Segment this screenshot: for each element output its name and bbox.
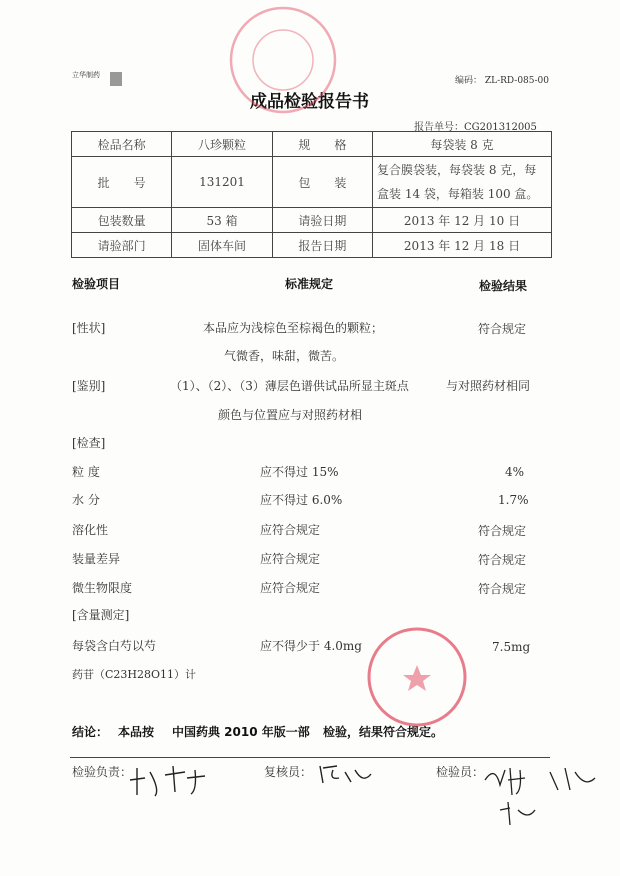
document-code: 编码： ZL-RD-085-00 (455, 76, 550, 86)
item: 溶化性 (72, 523, 109, 537)
std: 应不得少于 4.0mg (260, 639, 362, 653)
company-logo: 立华制药 (72, 71, 100, 79)
cell: 请验日期 (272, 208, 372, 233)
result: 符合规定 (478, 553, 527, 567)
cell: 包装数量 (72, 208, 172, 233)
std: 应符合规定 (260, 552, 321, 566)
result: 4% (505, 465, 525, 479)
cell: 53 箱 (172, 208, 272, 233)
result: 符合规定 (478, 524, 527, 538)
signature-lead (125, 760, 215, 800)
signature-inspector (480, 760, 610, 830)
inspection-seal-stamp (365, 625, 470, 730)
company-seal-stamp (228, 5, 338, 115)
cell: 每袋装 8 克 (373, 132, 552, 157)
conclusion-label: 结论： (72, 725, 109, 739)
std: 本品应为浅棕色至棕褐色的颗粒； (203, 321, 384, 335)
conclusion-text: 本品按 (118, 725, 155, 739)
info-table (71, 131, 552, 258)
std: （1）、（2）、（3）薄层色谱供试品所显主斑点 (170, 379, 409, 393)
cell: 固体车间 (172, 233, 272, 258)
result: 与对照药材相同 (446, 379, 531, 393)
col-standard: 标准规定 (285, 277, 334, 291)
col-item: 检验项目 (72, 277, 121, 291)
conclusion-text: 检验，结果符合规定。 (323, 725, 444, 739)
std: 应不得过 15% (260, 465, 339, 479)
result: 符合规定 (478, 582, 527, 596)
cell: 请验部门 (72, 233, 172, 258)
std: 气微香，味甜，微苦。 (224, 349, 345, 363)
cell: 规 格 (272, 132, 372, 157)
logo-mark (110, 72, 122, 86)
label-hanliang: [含量测定] (72, 608, 130, 622)
cell: 八珍颗粒 (172, 132, 272, 157)
cell: 2013 年 12 月 18 日 (373, 233, 552, 258)
divider (70, 757, 550, 758)
std: 应不得过 6.0% (260, 493, 343, 507)
std: 应符合规定 (260, 581, 321, 595)
signature-reviewer (315, 758, 375, 788)
cell: 131201 (172, 157, 272, 208)
item: 药苷（C23H28O11）计 (72, 668, 197, 681)
sig-inspector-label: 检验员： (436, 765, 485, 779)
cell: 报告日期 (272, 233, 372, 258)
report-number: 报告单号：CG201312005 (414, 122, 537, 133)
std: 颜色与位置应与对照药材相 (218, 408, 363, 422)
cell: 检品名称 (72, 132, 172, 157)
sig-lead-label: 检验负责： (72, 765, 133, 779)
result: 7.5mg (492, 640, 531, 654)
item: 水 分 (72, 493, 100, 507)
item: 粒 度 (72, 465, 100, 479)
col-result: 检验结果 (479, 279, 528, 293)
cell: 批 号 (72, 157, 172, 208)
result: 1.7% (498, 493, 529, 507)
sig-reviewer-label: 复核员： (264, 765, 313, 779)
page-title: 成品检验报告书 (250, 92, 369, 112)
item: 每袋含白芍以芍 (72, 639, 157, 653)
item: 装量差异 (72, 552, 121, 566)
label-jianbie: [鉴别] (72, 379, 106, 393)
label-jiancha: [检查] (72, 436, 106, 450)
label-xingzhuang: [性状] (72, 321, 106, 335)
result: 符合规定 (478, 322, 527, 336)
conclusion-text: 中国药典 2010 年版一部 (172, 725, 310, 739)
item: 微生物限度 (72, 581, 133, 595)
cell: 2013 年 12 月 10 日 (373, 208, 552, 233)
std: 应符合规定 (260, 523, 321, 537)
cell: 复合膜袋装，每袋装 8 克，每盒装 14 袋，每箱装 100 盒。 (373, 157, 552, 208)
cell: 包 装 (272, 157, 372, 208)
